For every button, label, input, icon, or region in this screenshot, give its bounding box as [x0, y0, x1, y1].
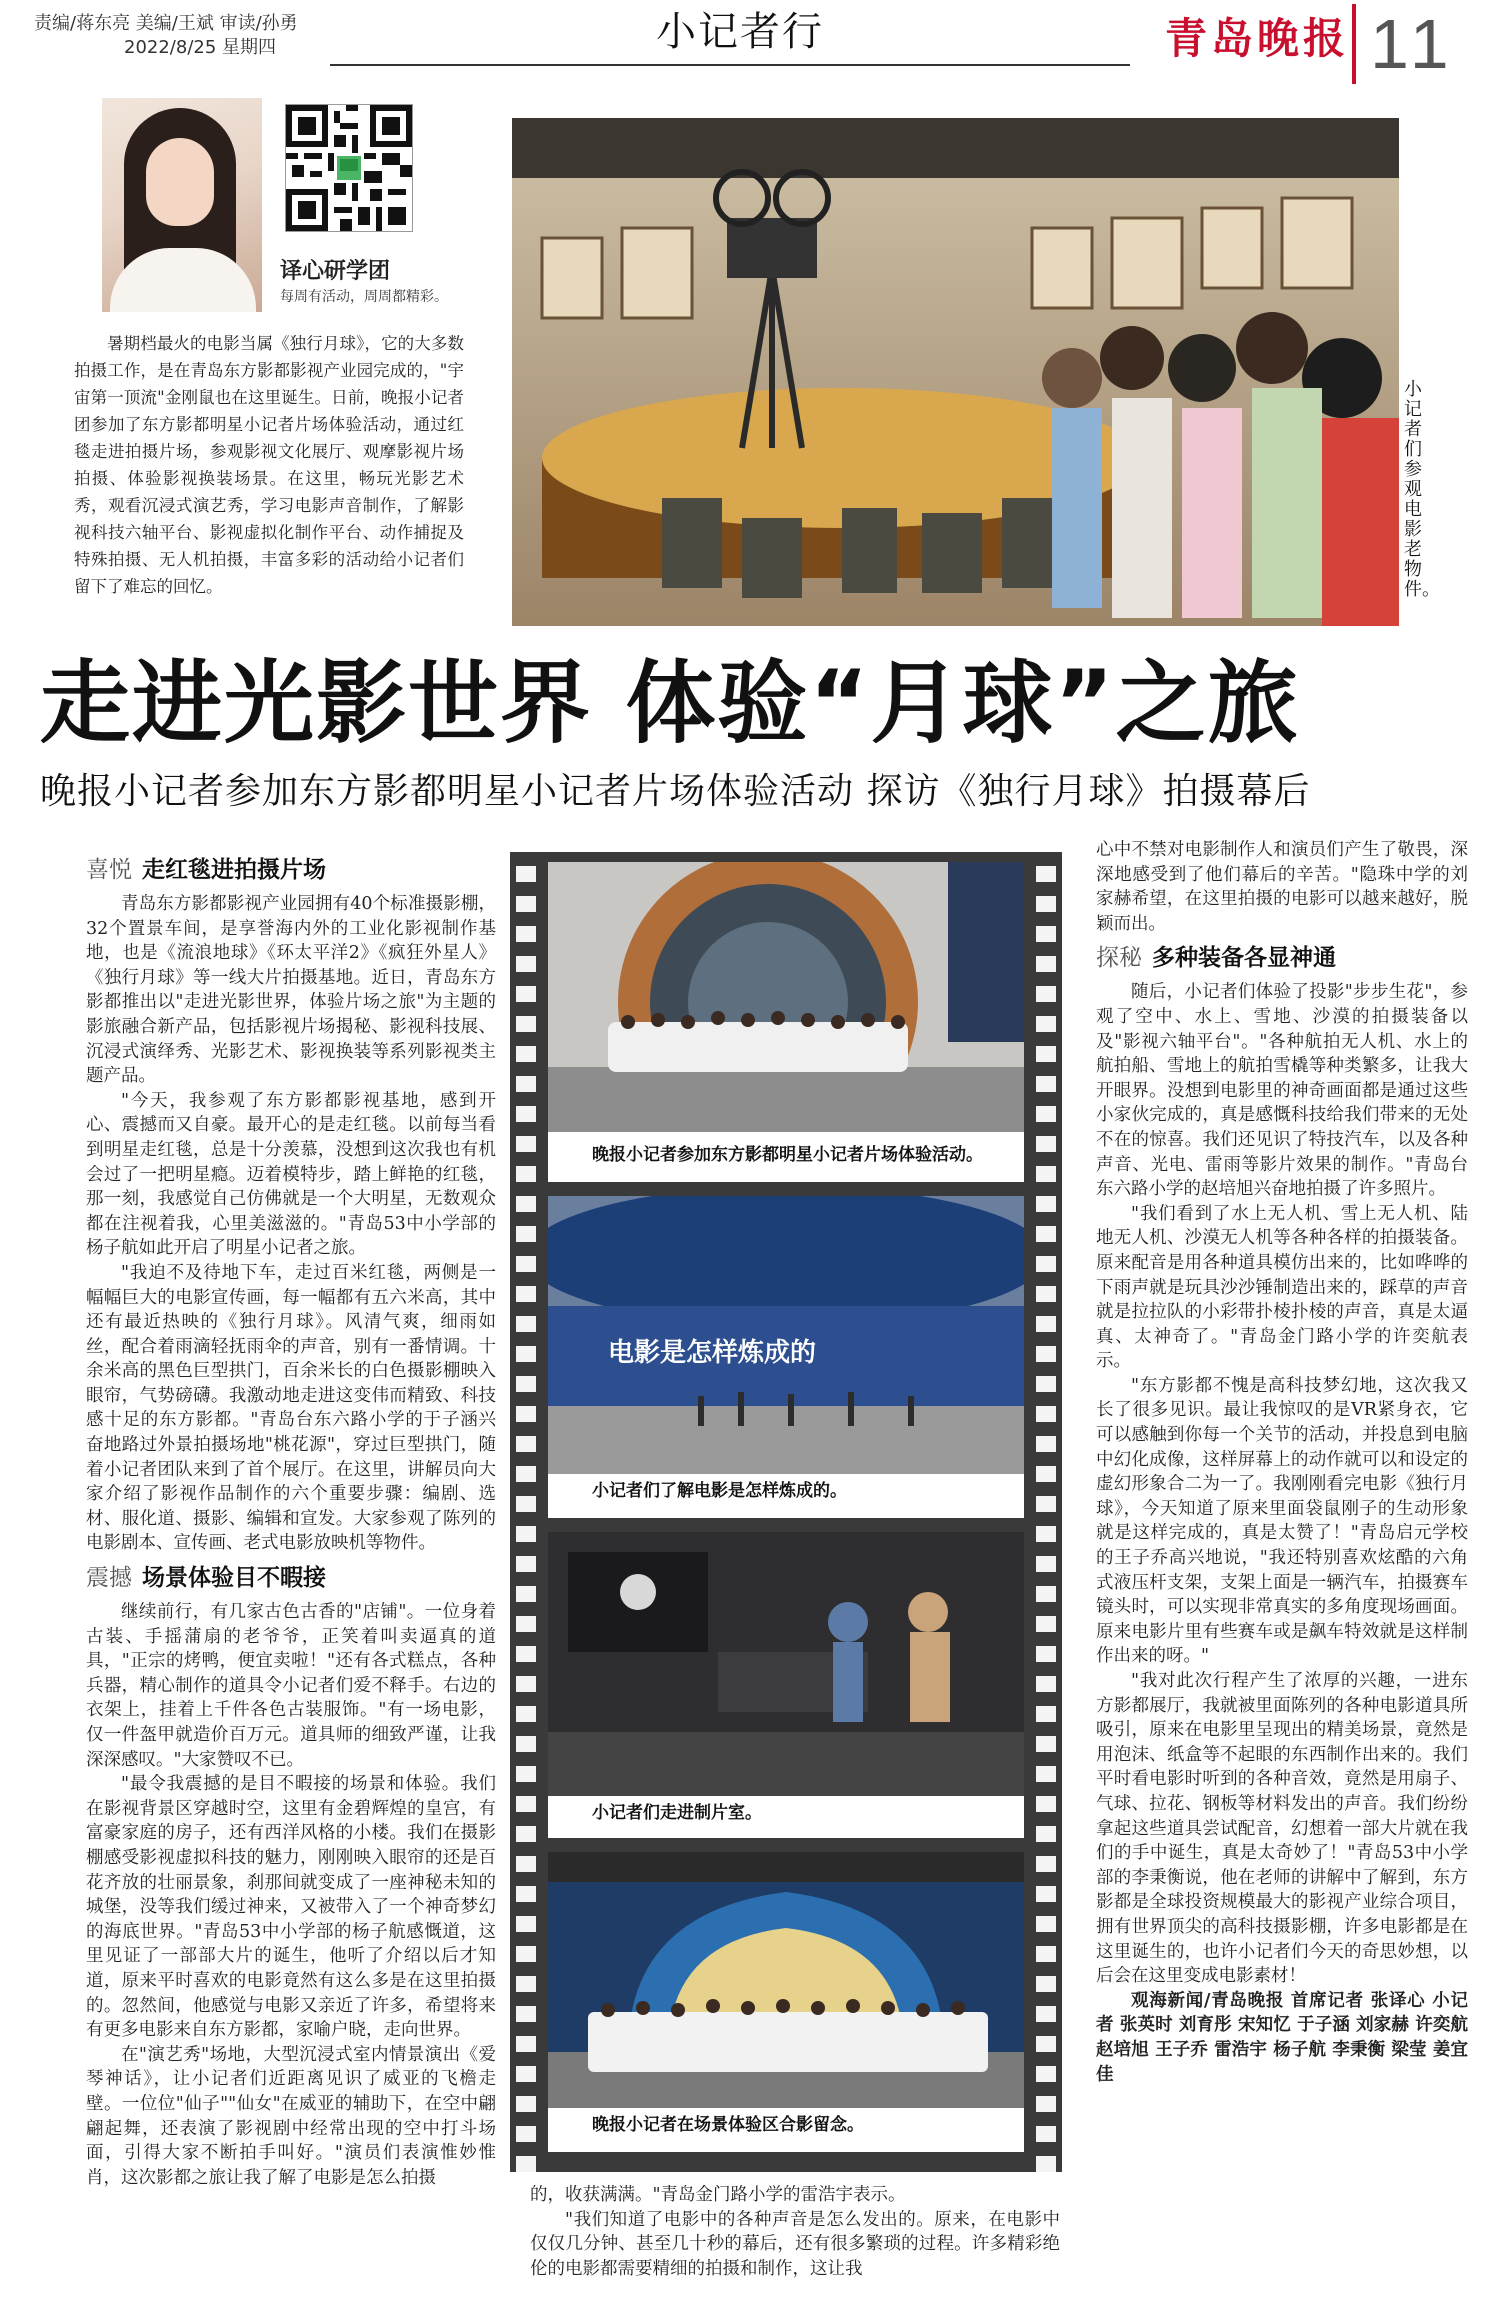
- paper-logo: 青岛晚报: [1165, 14, 1350, 63]
- photo-frame: [548, 1532, 1024, 1838]
- paragraph: "我们知道了电影中的各种声音是怎么发出的。原来，在电影中仅仅几分钟、甚至几十秒的幕后，还有很多繁琐的过程。许多精彩绝伦的电影都需要精细的拍摄和制作，这让我: [530, 2209, 1060, 2279]
- staff-credits: [34, 12, 298, 60]
- paragraph: 随后，小记者们体验了投影"步步生花"，参观了空中、水上、雪地、沙漠的拍摄装备以及"影视六轴平台"。"各种航拍无人机、水上的航拍船、雪地上的航拍雪橇等种类繁多，让我大开眼界。没想到电影里的神奇画面都是通过这些小家伙完成的，真是感慨科技给我们带来的无处不在的惊喜。我们还见识了特技汽车，以及各种声音、光电、雷雨等影片效果的制作。"青岛台东六路小学的赵培旭兴奋地拍摄了许多照片。: [1096, 982, 1468, 1200]
- section-heading: [1096, 940, 1468, 976]
- photo-production-room: [548, 1532, 1024, 1796]
- byline-credit: 观海新闻/青岛晚报 首席记者 张译心 小记者 张英时 刘育彤 宋知忆 于子涵 刘家赫 许奕航 赵培旭 王子乔 雷浩宇 杨子航 李秉衡 梁莹 姜宜佳: [1096, 1990, 1468, 2085]
- right-column: [1096, 838, 1468, 2087]
- intro-paragraph: 暑期档最火的电影当属《独行月球》，它的大多数拍摄工作，是在青岛东方影都影视产业园完成的，"宇宙第一顶流"金刚鼠也在这里诞生。日前，晚报小记者团参加了东方影都明星小记者片场体验活动，通过红毯走进拍摄片场，参观影视文化展厅、观摩影视片场拍摄、体验影视换装场景。在这里，畅玩光影艺术秀，观看沉浸式演艺秀，学习电影声音制作，了解影视科技六轴平台、影视虚拟化制作平台、动作捕捉及特殊拍摄、无人机拍摄，丰富多彩的活动给小记者们留下了难忘的回忆。: [74, 334, 464, 596]
- section-title: 场景体验目不暇接: [142, 1565, 326, 1592]
- paragraph: "最令我震撼的是目不暇接的场景和体验。我们在影视背景区穿越时空，这里有金碧辉煌的皇宫，有富豪家庭的房子，还有西洋风格的小楼。我们在摄影棚感受影视虚拟科技的魅力，刚刚映入眼帘的还是百花齐放的壮丽景象，刹那间就变成了一座神秘未知的城堡，没等我们缓过神来，又被带入了一个神奇梦幻的海底世界。"青岛53中小学部的杨子航感慨道，这里见证了一部部大片的诞生，他听了介绍以后才知道，原来平时喜欢的电影竟然有这么多是在这里拍摄的。忽然间，他感觉与电影又亲近了许多，希望将来有更多电影来自东方影都，家喻户晓，走向世界。: [86, 1774, 496, 2041]
- paragraph: 心中不禁对电影制作人和演员们产生了敬畏，深深地感受到了他们幕后的辛苦。"隐珠中学的刘家赫希望，在这里拍摄的电影可以越来越好，脱颖而出。: [1096, 840, 1468, 934]
- headline: 走进光影世界 体验“月球”之旅: [40, 651, 1300, 756]
- staff-line: 责编/蒋东亮 美编/王斌 审读/孙勇: [34, 13, 298, 34]
- paragraph: 的，收获满满。"青岛金门路小学的雷浩宇表示。: [530, 2185, 906, 2205]
- section-title: 多种装备各显神通: [1152, 945, 1336, 972]
- photo-caption: 小记者们了解电影是怎样炼成的。: [592, 1481, 847, 1501]
- qr-code: [285, 104, 413, 232]
- qr-label: 译心研学团: [280, 259, 391, 284]
- author-portrait: [102, 98, 262, 312]
- qr-subtitle: 每周有活动，周周都精彩。: [280, 289, 448, 305]
- middle-bottom-text: [530, 2183, 1060, 2281]
- paragraph: 青岛东方影都影视产业园拥有40个标准摄影棚，32个置景车间，是享誉海内外的工业化影视制作基地，也是《流浪地球》《环太平洋2》《疯狂外星人》《独行月球》等一线大片拍摄基地。近日，青岛东方影都推出以"走进光影世界，体验片场之旅"为主题的影旅融合新产品，包括影视片场揭秘、影视科技展、沉浸式演绎秀、光影艺术、影视换装等系列影视类主题产品。: [86, 894, 496, 1087]
- section-title: 小记者行: [656, 9, 824, 55]
- section-heading: [86, 1560, 496, 1596]
- section-title: 走红毯进拍摄片场: [142, 857, 326, 883]
- photo-frame: [548, 1196, 1024, 1518]
- paragraph: "我们看到了水上无人机、雪上无人机、陆地无人机、沙漠无人机等各种各样的拍摄装备。原来配音是用各种道具模仿出来的，比如哗哗的下雨声就是玩具沙沙锤制造出来的，踩草的声音就是拉拉队的小彩带扑棱扑棱的声音，真是太逼真、太神奇了。"青岛金门路小学的许奕航表示。: [1096, 1203, 1468, 1372]
- header-rule: [330, 64, 1130, 66]
- page-number: 11: [1352, 4, 1482, 84]
- section-keyword: 探秘: [1096, 945, 1142, 972]
- group-photo-gate: [548, 862, 1024, 1132]
- photo-caption: 晚报小记者在场景体验区合影留念。: [592, 2115, 864, 2135]
- paragraph: "我对此次行程产生了浓厚的兴趣，一进东方影都展厅，我就被里面陈列的各种电影道具所吸引，原来在电影里呈现出的精美场景，竟然是用泡沫、纸盒等不起眼的东西制作出来的。我们平时看电影时听到的各种音效，竟然是用扇子、气球、拉花、钢板等材料发出的声音。我们纷纷拿起这些道具尝试配音，幻想着一部大片就在我们的手中诞生，真是太奇妙了！"青岛53中小学部的李秉衡说，他在老师的讲解中了解到，东方影都是全球投资规模最大的影视产业综合项目，拥有世界顶尖的高科技摄影棚，许多电影都是在这里诞生的，也许小记者们今天的奇思妙想，以后会在这里变成电影素材！: [1096, 1671, 1468, 1987]
- top-photo-caption: 小记者们参观电影老物件。: [1404, 379, 1440, 600]
- paragraph: "今天，我参观了东方影都影视基地，感到开心、震撼而又自豪。最开心的是走红毯。以前每当看到明星走红毯，总是十分羡慕，没想到这次我也有机会过了一把明星瘾。迈着模特步，踏上鲜艳的红毯，那一刻，我感觉自己仿佛就是一个大明星，无数观众都在注视着我，心里美滋滋的。"青岛53中小学部的杨子航如此开启了明星小记者之旅。: [86, 1090, 496, 1259]
- left-column: [86, 848, 496, 2190]
- photo-frame: [548, 1852, 1024, 2152]
- photo-frame: [548, 862, 1024, 1182]
- issue-date: 2022/8/25 星期四: [124, 37, 277, 58]
- paragraph: "我迫不及待地下车，走过百米红毯，两侧是一幅幅巨大的电影宣传画，每一幅都有五六米高，其中还有最近热映的《独行月球》。风清气爽，细雨如丝，配合着雨滴轻抚雨伞的声音，别有一番情调。十余米高的黑色巨型拱门，百余米长的白色摄影棚映入眼帘，气势磅礴。我激动地走进这变伟而精致、科技感十足的东方影都。"青岛台东六路小学的于子涵兴奋地路过外景拍摄场地"桃花源"，穿过巨型拱门，随着小记者团队来到了首个展厅。在这里，讲解员向大家介绍了影视作品制作的六个重要步骤：编剧、选材、服化道、摄影、编辑和宣发。大家参观了陈列的电影剧本、宣传画、老式电影放映机等物件。: [86, 1262, 496, 1554]
- paragraph: "东方影都不愧是高科技梦幻地，这次我又长了很多见识。最让我惊叹的是VR紧身衣，它可以感触到你每一个关节的活动，并投息到电脑中幻化成像，这样屏幕上的动作就可以和设定的虚幻形象合二为一了。我刚刚看完电影《独行月球》，今天知道了原来里面袋鼠刚子的生动形象就是这样完成的，真是太赞了！"青岛启元学校的王子乔高兴地说，"我还特别喜欢炫酷的六角式液压杆支架，支架上面是一辆汽车，拍摄赛车镜头时，可以实现非常真实的多角度现场画面。原来电影片里有些赛车或是飙车特效就是这样制作出来的呀。": [1096, 1375, 1468, 1667]
- section-keyword: 喜悦: [86, 857, 132, 883]
- section-keyword: 震撼: [86, 1565, 132, 1592]
- subheadline: 晚报小记者参加东方影都明星小记者片场体验活动 探访《独行月球》拍摄幕后: [40, 771, 1311, 812]
- paragraph: 在"演艺秀"场地，大型沉浸式室内情景演出《爱琴神话》，让小记者们近距离见识了威亚的飞檐走壁。一位位"仙子""仙女"在威亚的辅助下，在空中翩翩起舞，还表演了影视剧中经常出现的空中打斗场面，引得大家不断拍手叫好。"演员们表演惟妙惟肖，这次影都之旅让我了解了电影是怎么拍摄: [86, 2044, 496, 2188]
- photo-caption: 小记者们走进制片室。: [592, 1803, 762, 1823]
- film-strip: [510, 852, 1062, 2172]
- photo-screen-hall: [548, 1196, 1024, 1474]
- top-photo: [512, 118, 1399, 626]
- group-photo-stage: [548, 1852, 1024, 2108]
- paragraph: 继续前行，有几家古色古香的"店铺"。一位身着古装、手摇蒲扇的老爷爷，正笑着叫卖逼真的道具，"正宗的烤鸭，便宜卖啦！"还有各式糕点，各种兵器，精心制作的道具令小记者们爱不释手。右边的衣架上，挂着上千件各色古装服饰。"有一场电影，仅一件盔甲就造价百万元。道具师的细致严谨，让我深深感叹。"大家赞叹不已。: [86, 1602, 496, 1770]
- section-heading: [86, 852, 496, 888]
- svg-text:电影是怎样炼成的: 电影是怎样炼成的: [608, 1338, 817, 1368]
- photo-caption: 晚报小记者参加东方影都明星小记者片场体验活动。: [592, 1145, 983, 1165]
